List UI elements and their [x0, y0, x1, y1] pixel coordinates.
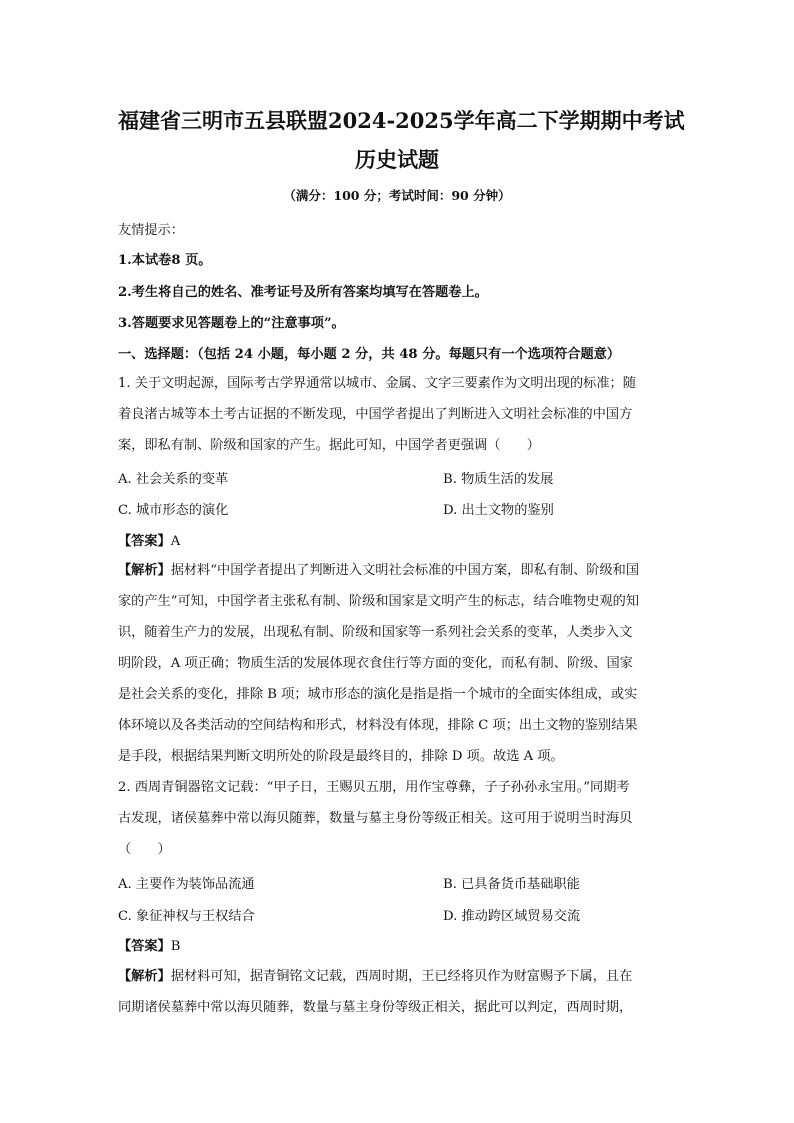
question-2-stem-line: （ ）	[118, 842, 171, 857]
question-1-analysis-line: 明阶段，A 项正确；物质生活的发展体现衣食住行等方面的变化，而私有制、阶级、国家	[118, 656, 633, 671]
question-2-analysis	[118, 961, 676, 1023]
question-2-stem-line: 古发现，诸侯墓葬中常以海贝随葬，数量与墓主身份等级正相关。这可用于说明当时海贝	[118, 811, 633, 826]
question-2-option-b: B. 已具备货币基础职能	[443, 877, 580, 892]
tip-item-3: 3.答题要求见答题卷上的“注意事项”。	[118, 316, 345, 331]
question-2-option-c: C. 象征神权与王权结合	[118, 909, 255, 924]
question-1-stem-line: 着良渚古城等本土考古证据的不断发现，中国学者提出了判断进入文明社会标准的中国方	[118, 407, 633, 422]
question-1-option-a: A. 社会关系的变革	[118, 472, 229, 487]
answer-value: A	[170, 534, 181, 549]
question-2-answer	[118, 935, 180, 954]
question-1-analysis-line: 是社会关系的变化，排除 B 项；城市形态的演化是指是指一个城市的全面实体组成，或实	[118, 687, 638, 702]
section-heading: 一、选择题：（包括 24 小题，每小题 2 分，共 48 分。每题只有一个选项符合题意）	[118, 347, 621, 362]
analysis-text: 据材料“中国学者提出了判断进入文明社会标准的中国方案，即私有制、阶级和国	[170, 563, 640, 578]
question-1-stem-line: 案，即私有制、阶级和国家的产生。据此可知，中国学者更强调（ ）	[118, 438, 540, 453]
question-1-analysis-line: 是手段，根据结果判断文明所处的阶段是最终目的，排除 D 项。故选 A 项。	[118, 749, 564, 764]
question-2-analysis-line: 同期诸侯墓葬中常以海贝随葬，数量与墓主身份等级正相关，据此可以判定，西周时期，	[118, 1000, 633, 1015]
question-1-analysis	[118, 555, 676, 772]
tips-heading: 友情提示：	[118, 223, 184, 238]
question-1-analysis-line: 识，随着生产力的发展，出现私有制、阶级和国家等一系列社会关系的变革，人类步入文	[118, 625, 633, 640]
question-1-stem-line: 1. 关于文明起源，国际考古学界通常以城市、金属、文字三要素作为文明出现的标准；随	[118, 376, 636, 391]
question-1-analysis-line: 家的产生”可知，中国学者主张私有制、阶级和国家是文明产生的标志，结合唯物史观的知	[118, 594, 640, 609]
question-2-stem	[118, 772, 676, 865]
tip-item-1: 1.本试卷8 页。	[118, 253, 212, 268]
exam-subject-title: 历史试题	[355, 147, 439, 172]
exam-title: 福建省三明市五县联盟2024-2025学年高二下学期期中考试	[118, 108, 685, 133]
exam-score-time: （满分：100 分；考试时间：90 分钟）	[283, 188, 511, 203]
question-2-analysis-line	[118, 961, 676, 992]
question-1-option-d: D. 出土文物的鉴别	[443, 503, 554, 518]
analysis-label: 【解析】	[118, 563, 171, 578]
question-1-analysis-line: 体环境以及各类活动的空间结构和形式，材料没有体现，排除 C 项；出土文物的鉴别结果	[118, 718, 638, 733]
question-2-stem-line: 2. 西周青铜器铭文记载：“甲子日，王赐贝五朋，用作宝尊彝，子子孙孙永宝用。”同期考	[118, 780, 630, 795]
question-1-stem	[118, 368, 676, 461]
question-2-option-d: D. 推动跨区域贸易交流	[443, 909, 581, 924]
analysis-text: 据材料可知，据青铜铭文记载，西周时期，王已经将贝作为财富赐予下属，且在	[170, 969, 633, 984]
question-1-option-b: B. 物质生活的发展	[443, 472, 554, 487]
question-1-answer	[118, 530, 180, 549]
question-1-option-c: C. 城市形态的演化	[118, 503, 229, 518]
answer-label: 【答案】	[118, 534, 171, 549]
question-2-option-a: A. 主要作为装饰品流通	[118, 877, 255, 892]
answer-label: 【答案】	[118, 939, 171, 954]
question-1-analysis-line	[118, 555, 676, 586]
answer-value: B	[170, 939, 181, 954]
analysis-label: 【解析】	[118, 969, 171, 984]
tip-item-2: 2.考生将自己的姓名、准考证号及所有答案均填写在答题卷上。	[118, 285, 488, 300]
